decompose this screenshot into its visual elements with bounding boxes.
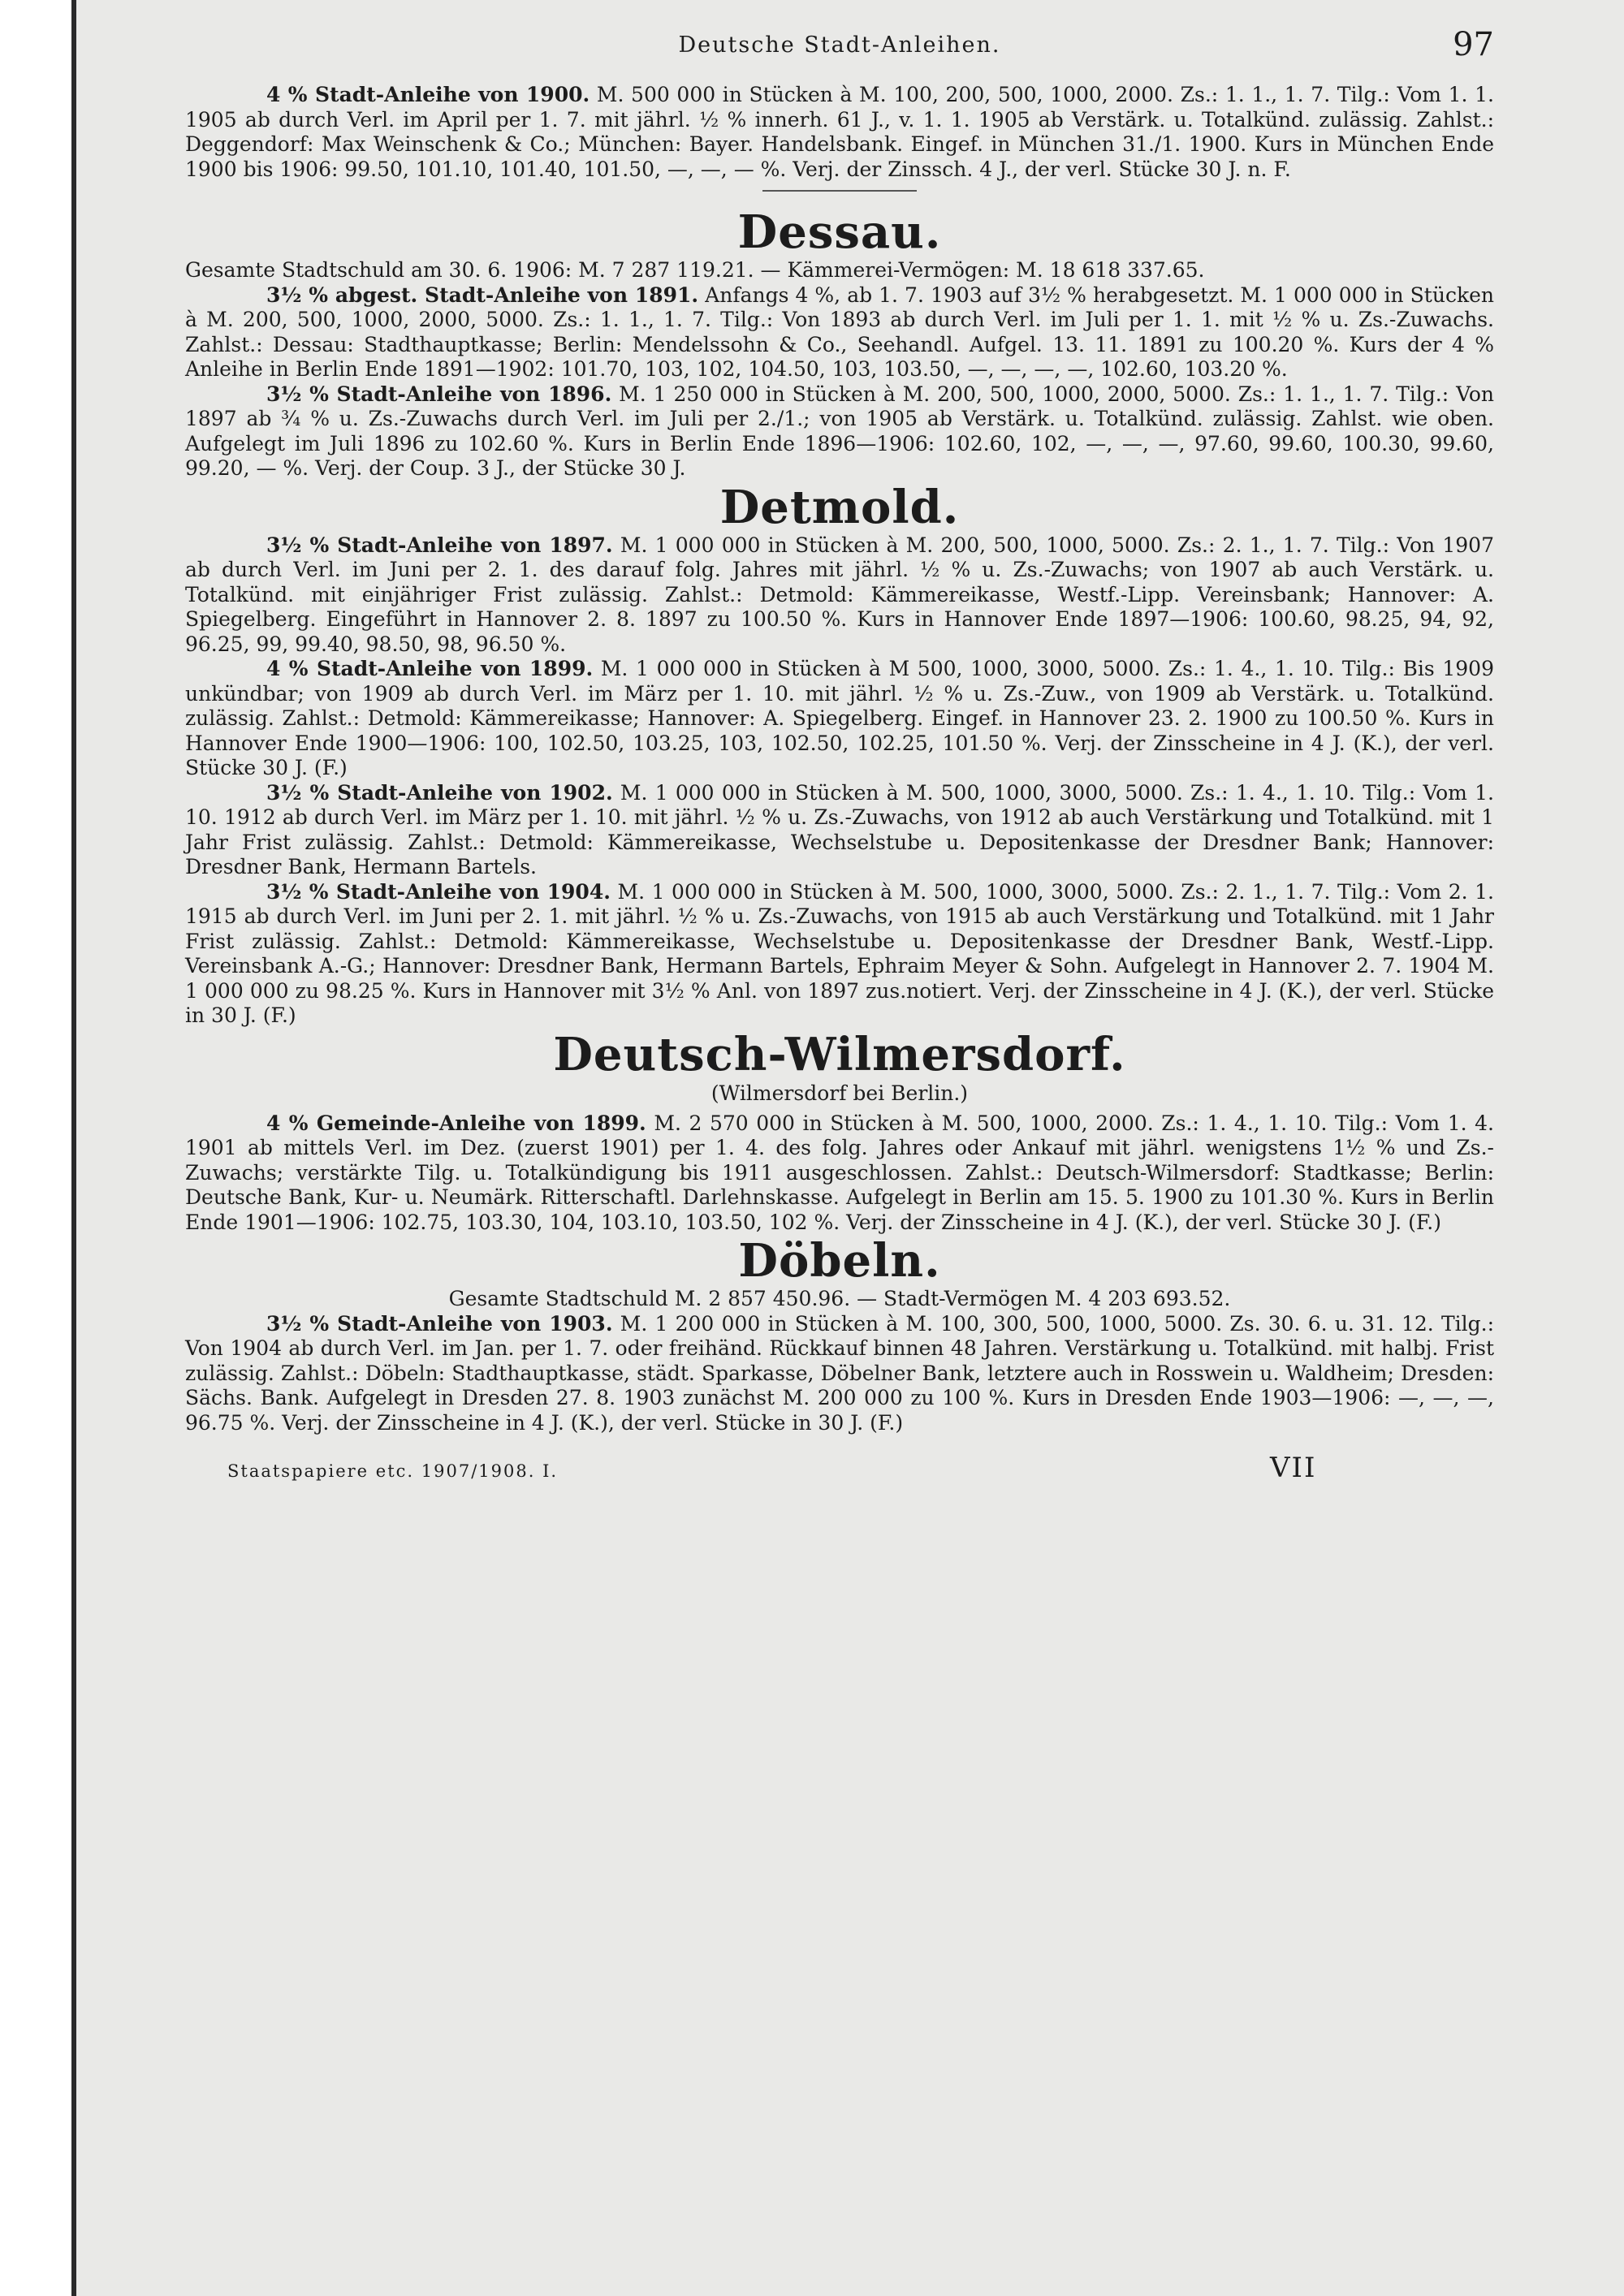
loan-details: M. 1 000 000 in Stücken à M 500, 1000, 3000, 5000. Zs.: 1. 4., 1. 10. Tilg.: Bis 1909 unkündbar; von 1909 ab durch Verl. im März per 1. 10. mit jährl. ½ % u. Zs.-Zuw., von 1909 ab Verstärk. u. Totalkünd. zulässig. Zahlst.: Detmold: Kämmereikasse; Hannover: A. Spiegelberg. Eingef. in Hannover 23. 2. 1900 zu 100.50 %. Kurs in Hannover Ende 1900—1906: 100, 102.50, 103.25, 103, 102.50, 102.25, 101.50 %. Verj. der Zinsscheine in 4 J. (K.), der verl. Stücke 30 J. (F.)	[185, 657, 1494, 779]
loan-details: M. 1 000 000 in Stücken à M. 500, 1000, 3000, 5000. Zs.: 2. 1., 1. 7. Tilg.: Vom 2. 1. 1915 ab durch Verl. im Juni per 2. 1. mit jährl. ½ % u. Zs.-Zuwachs, von 1915 ab auch Verstärkung und Totalkünd. mit 1 Jahr Frist zulässig. Zahlst.: Detmold: Kämmereikasse, Wechselstube u. Depositenkasse der Dresdner Bank, Westf.-Lipp. Vereinsbank A.-G.; Hannover: Dresdner Bank, Hermann Bartels, Ephraim Meyer & Sohn. Aufgelegt in Hannover 2. 7. 1904 M. 1 000 000 zu 98.25 %. Kurs in Hannover mit 3½ % Anl. von 1897 zus.notiert. Verj. der Zinsscheine in 4 J. (K.), der verl. Stücke in 30 J. (F.)	[185, 879, 1494, 1027]
footer-imprint: Staatspapiere etc. 1907/1908. I.	[227, 1461, 559, 1481]
loan-entry	[185, 880, 1494, 1029]
loan-title: 3½ % Stadt-Anleihe von 1897.	[266, 533, 613, 557]
loan-entry	[185, 83, 1494, 182]
loan-entry	[185, 1111, 1494, 1236]
loan-title: 3½ % Stadt-Anleihe von 1904.	[266, 879, 611, 904]
page-header	[185, 24, 1494, 71]
loan-details: Anfangs 4 %, ab 1. 7. 1903 auf 3½ % herabgesetzt. M. 1 000 000 in Stücken à M. 200, 500, 1000, 2000, 5000. Zs.: 1. 1., 1. 7. Tilg.: Von 1893 ab durch Verl. im Juli per 1. 1. mit ½ % u. Zs.-Zuwachs. Zahlst.: Dessau: Stadthauptkasse; Berlin: Mendelssohn & Co., Seehandl. Aufgel. 13. 11. 1891 zu 100.20 %. Kurs der 4 % Anleihe in Berlin Ende 1891—1902: 101.70, 103, 102, 104.50, 103, 103.50, —, —, —, —, 102.60, 103.20 %.	[185, 283, 1494, 381]
loan-details: M. 1 000 000 in Stücken à M. 200, 500, 1000, 5000. Zs.: 2. 1., 1. 7. Tilg.: Von 1907 ab durch Verl. im Juni per 2. 1. des darauf folg. Jahres mit jährl. ½ % u. Zs.-Zuwachs; von 1907 ab auch Verstärk. u. Totalkünd. mit einjähriger Frist zulässig. Zahlst.: Detmold: Kämmereikasse, Westf.-Lipp. Vereinsbank; Hannover: A. Spiegelberg. Eingeführt in Hannover 2. 8. 1897 zu 100.50 %. Kurs in Hannover Ende 1897—1906: 100.60, 98.25, 94, 92, 96.25, 99, 99.40, 98.50, 98, 96.50 %.	[185, 533, 1494, 656]
city-heading: Detmold.	[719, 480, 960, 534]
loan-entry	[185, 382, 1494, 481]
page-binding-edge	[0, 0, 76, 2296]
loan-title: 3½ % Stadt-Anleihe von 1896.	[266, 382, 612, 406]
loan-entry	[185, 533, 1494, 658]
city-finance-summary: Gesamte Stadtschuld am 30. 6. 1906: M. 7 287 119.21. — Kämmerei-Vermögen: M. 18 618 337.65.	[185, 258, 1205, 282]
loan-entry	[185, 781, 1494, 880]
city-heading: Dessau.	[737, 205, 942, 259]
loan-title: 4 % Stadt-Anleihe von 1900.	[266, 83, 590, 106]
city-heading: Deutsch-Wilmersdorf.	[553, 1027, 1126, 1081]
city-heading: Döbeln.	[738, 1234, 941, 1288]
city-finance-summary: Gesamte Stadtschuld M. 2 857 450.96. — Stadt-Vermögen M. 4 203 693.52.	[448, 1287, 1231, 1310]
loan-details: M. 1 250 000 in Stücken à M. 200, 500, 1000, 2000, 5000. Zs.: 1. 1., 1. 7. Tilg.: Von 1897 ab ¾ % u. Zs.-Zuwachs durch Verl. im Juli per 2./1.; von 1905 ab Verstärk. u. Totalkünd. zulässig. Zahlst. wie oben. Aufgelegt im Juli 1896 zu 102.60 %. Kurs in Berlin Ende 1896—1906: 102.60, 102, —, —, —, 97.60, 99.60, 100.30, 99.60, 99.20, — %. Verj. der Coup. 3 J., der Stücke 30 J.	[185, 382, 1494, 480]
section-divider	[762, 190, 917, 192]
loan-title: 4 % Gemeinde-Anleihe von 1899.	[266, 1111, 646, 1135]
loan-title: 3½ % Stadt-Anleihe von 1903.	[266, 1311, 613, 1336]
signature-mark: VII	[1270, 1452, 1317, 1484]
loan-details: M. 500 000 in Stücken à M. 100, 200, 500, 1000, 2000. Zs.: 1. 1., 1. 7. Tilg.: Vom 1. 1. 1905 ab durch Verl. im April per 1. 7. mit jährl. ½ % innerh. 61 J., v. 1. 1. 1905 ab Verstärk. u. Totalkünd. zulässig. Zahlst.: Deggendorf: Max Weinschenk & Co.; München: Bayer. Handelsbank. Eingef. in München 31./1. 1900. Kurs in München Ende 1900 bis 1906: 99.50, 101.10, 101.40, 101.50, —, —, — %. Verj. der Zinssch. 4 J., der verl. Stücke 30 J. n. F.	[185, 83, 1494, 181]
loan-entry	[185, 657, 1494, 781]
document-page	[185, 24, 1494, 2265]
city-subtitle: (Wilmersdorf bei Berlin.)	[710, 1081, 969, 1105]
loan-entry	[185, 283, 1494, 382]
page-number: 97	[1453, 26, 1494, 63]
loan-title: 3½ % Stadt-Anleihe von 1902.	[266, 780, 613, 805]
loan-title: 4 % Stadt-Anleihe von 1899.	[266, 657, 594, 680]
loan-details: M. 2 570 000 in Stücken à M. 500, 1000, 2000. Zs.: 1. 4., 1. 10. Tilg.: Vom 1. 4. 1901 ab mittels Verl. im Dez. (zuerst 1901) per 1. 4. des folg. Jahres oder Ankauf mit jährl. wenigstens 1½ % und Zs.-Zuwachs; verstärkte Tilg. u. Totalkündigung bis 1911 ausgeschlossen. Zahlst.: Deutsch-Wilmersdorf: Stadtkasse; Berlin: Deutsche Bank, Kur- u. Neumärk. Ritterschaftl. Darlehnskasse. Aufgelegt in Berlin am 15. 5. 1900 zu 101.30 %. Kurs in Berlin Ende 1901—1906: 102.75, 103.30, 104, 103.10, 103.50, 102 %. Verj. der Zinsscheine in 4 J. (K.), der verl. Stücke 30 J. (F.)	[185, 1111, 1494, 1234]
page-footer	[185, 1450, 1494, 1491]
loan-entry	[185, 1312, 1494, 1436]
loan-details: M. 1 000 000 in Stücken à M. 500, 1000, 3000, 5000. Zs.: 1. 4., 1. 10. Tilg.: Vom 1. 10. 1912 ab durch Verl. im März per 1. 10. mit jährl. ½ % u. Zs.-Zuwachs, von 1912 ab auch Verstärkung und Totalkünd. mit 1 Jahr Frist zulässig. Zahlst.: Detmold: Kämmereikasse, Wechselstube u. Depositenkasse der Dresdner Bank; Hannover: Dresdner Bank, Hermann Bartels.	[185, 780, 1494, 878]
loan-details: M. 1 200 000 in Stücken à M. 100, 300, 500, 1000, 5000. Zs. 30. 6. u. 31. 12. Tilg.: Von 1904 ab durch Verl. im Jan. per 1. 7. oder freihänd. Rückkauf binnen 48 Jahren. Verstärkung u. Totalkünd. mit halbj. Frist zulässig. Zahlst.: Döbeln: Stadthauptkasse, städt. Sparkasse, Döbelner Bank, letztere auch in Rosswein u. Waldheim; Dresden: Sächs. Bank. Aufgelegt in Dresden 27. 8. 1903 zunächst M. 200 000 zu 100 %. Kurs in Dresden Ende 1903—1906: —, —, —, 96.75 %. Verj. der Zinsscheine in 4 J. (K.), der verl. Stücke in 30 J. (F.)	[185, 1311, 1494, 1435]
running-title: Deutsche Stadt-Anleihen.	[678, 32, 1001, 58]
loan-title: 3½ % abgest. Stadt-Anleihe von 1891.	[266, 283, 699, 307]
